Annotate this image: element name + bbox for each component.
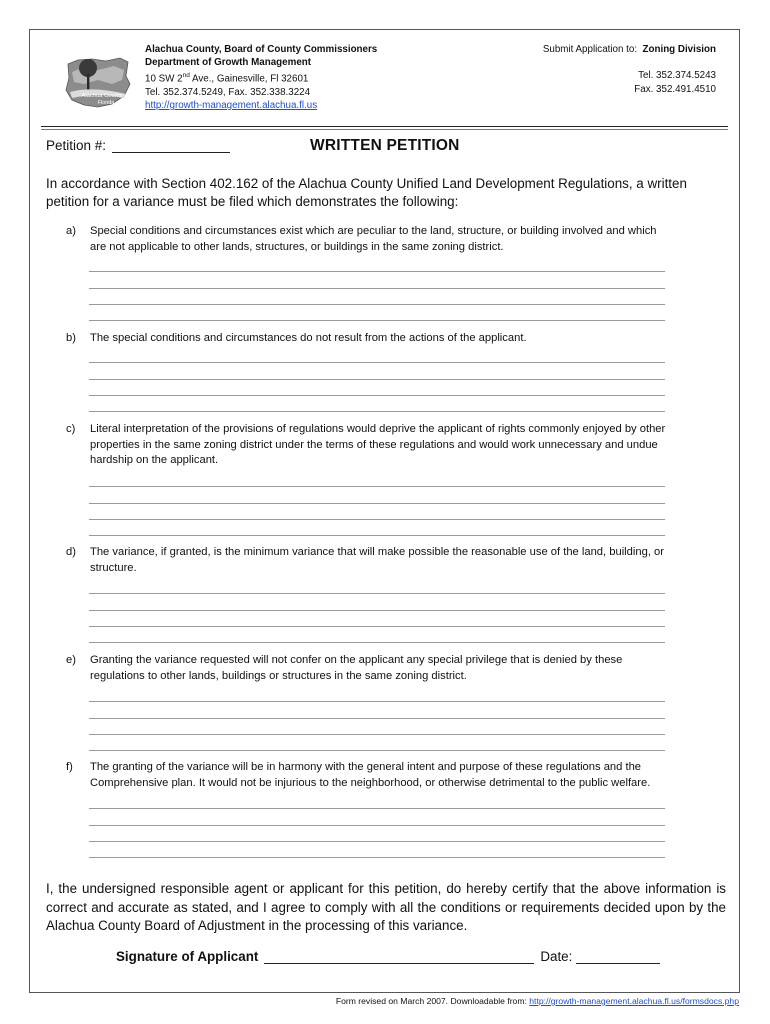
criterion-text: Special conditions and circumstances exist which are peculiar to the land, structure, or building involved and which are not applicable to other lands, structures, or buildings in the same zoning district. — [90, 225, 657, 253]
criterion-text: Literal interpretation of the provisions of regulations would deprive the applicant of rights commonly enjoyed by other properties in the same zoning district under the terms of these regulations and would work unnecessary and undue hardship on the applicant. — [90, 423, 666, 467]
answer-lines-e[interactable] — [89, 686, 665, 751]
criterion-d — [66, 545, 666, 576]
answer-line[interactable] — [89, 611, 665, 627]
answer-line[interactable] — [89, 842, 665, 858]
criterion-text: The special conditions and circumstances do not result from the actions of the applicant. — [90, 332, 527, 344]
criterion-letter: b) — [66, 332, 76, 344]
answer-lines-d[interactable] — [89, 578, 665, 643]
footer-text: Form revised on March 2007. Downloadable from: — [335, 996, 530, 1006]
department-name: Department of Growth Management — [145, 57, 312, 69]
answer-line[interactable] — [89, 256, 665, 272]
answer-line[interactable] — [89, 826, 665, 842]
date-label: Date: — [540, 949, 573, 964]
answer-line[interactable] — [89, 487, 665, 503]
agency-tel-fax: Tel. 352.374.5249, Fax. 352.338.3224 — [145, 86, 311, 98]
submit-info — [543, 43, 716, 96]
criterion-letter: a) — [66, 225, 76, 237]
county-seal-logo — [62, 50, 134, 110]
criterion-c — [66, 422, 666, 469]
agency-header — [145, 43, 377, 112]
answer-line[interactable] — [89, 504, 665, 520]
footer-note — [336, 996, 739, 1006]
answer-line[interactable] — [89, 272, 665, 288]
answer-line[interactable] — [89, 289, 665, 305]
petition-number-label: Petition #: — [46, 138, 107, 153]
agency-website-link[interactable]: http://growth-management.alachua.fl.us — [145, 100, 318, 112]
answer-line[interactable] — [89, 520, 665, 536]
petition-number-field — [46, 138, 230, 153]
criterion-text: The granting of the variance will be in harmony with the general intent and purpose of these regulations and the Comprehensive plan. It would not be injurious to the neighborhood, or otherwise detrimental to the public welfare. — [90, 761, 651, 789]
petition-number-blank[interactable] — [112, 138, 230, 153]
logo-text-1: Alachua County — [81, 93, 123, 99]
date-blank[interactable] — [576, 949, 660, 964]
criterion-letter: e) — [66, 654, 76, 666]
signature-row — [116, 949, 660, 964]
signature-label: Signature of Applicant — [116, 949, 259, 964]
logo-text-2: Florida — [97, 100, 115, 106]
answer-line[interactable] — [89, 627, 665, 643]
criterion-letter: f) — [66, 761, 73, 773]
answer-line[interactable] — [89, 809, 665, 825]
forms-download-link[interactable]: http://growth-management.alachua.fl.us/formsdocs.php — [529, 996, 739, 1006]
submit-label: Submit Application to: — [542, 44, 638, 55]
answer-line[interactable] — [89, 305, 665, 321]
answer-line[interactable] — [89, 396, 665, 412]
criterion-a — [66, 224, 666, 255]
answer-line[interactable] — [89, 347, 665, 363]
header-divider-thin — [41, 129, 728, 130]
answer-lines-a[interactable] — [89, 256, 665, 321]
zoning-tel: Tel. 352.374.5243 — [638, 70, 716, 82]
criterion-b — [66, 331, 666, 347]
intro-paragraph: In accordance with Section 402.162 of the Alachua County Unified Land Development Regulations, a written petition for a variance must be filed which demonstrates the following: — [46, 176, 687, 209]
criterion-e — [66, 653, 666, 684]
criterion-f — [66, 760, 666, 791]
zoning-fax: Fax. 352.491.4510 — [634, 83, 716, 95]
certification-paragraph: I, the undersigned responsible agent or applicant for this petition, do hereby certify that the above information is correct and accurate as stated, and I agree to comply with all the conditions or requirements decided upon by the Alachua County Board of Adjustment in the processing of this variance. — [46, 881, 726, 933]
criterion-text: The variance, if granted, is the minimum variance that will make possible the reasonable use of the land, building, or structure. — [90, 546, 664, 574]
answer-lines-f[interactable] — [89, 793, 665, 858]
answer-lines-c[interactable] — [89, 471, 665, 536]
criterion-letter: d) — [66, 546, 76, 558]
answer-line[interactable] — [89, 471, 665, 487]
submit-value: Zoning Division — [642, 44, 716, 55]
answer-line[interactable] — [89, 380, 665, 396]
answer-line[interactable] — [89, 363, 665, 379]
answer-line[interactable] — [89, 686, 665, 702]
criterion-letter: c) — [66, 423, 76, 435]
answer-line[interactable] — [89, 702, 665, 718]
answer-line[interactable] — [89, 594, 665, 610]
org-name: Alachua County, Board of County Commissioners — [145, 44, 378, 55]
answer-line[interactable] — [89, 735, 665, 751]
signature-blank[interactable] — [264, 949, 534, 964]
address: 10 SW 2nd Ave., Gainesville, Fl 32601 — [145, 72, 309, 85]
answer-line[interactable] — [89, 578, 665, 594]
page-title: WRITTEN PETITION — [310, 137, 460, 154]
answer-lines-b[interactable] — [89, 347, 665, 412]
answer-line[interactable] — [89, 719, 665, 735]
header-divider — [41, 126, 728, 127]
criterion-text: Granting the variance requested will not confer on the applicant any special privilege that is denied by these regulations to other lands, buildings or structures in the same zoning district. — [90, 654, 623, 682]
answer-line[interactable] — [89, 793, 665, 809]
